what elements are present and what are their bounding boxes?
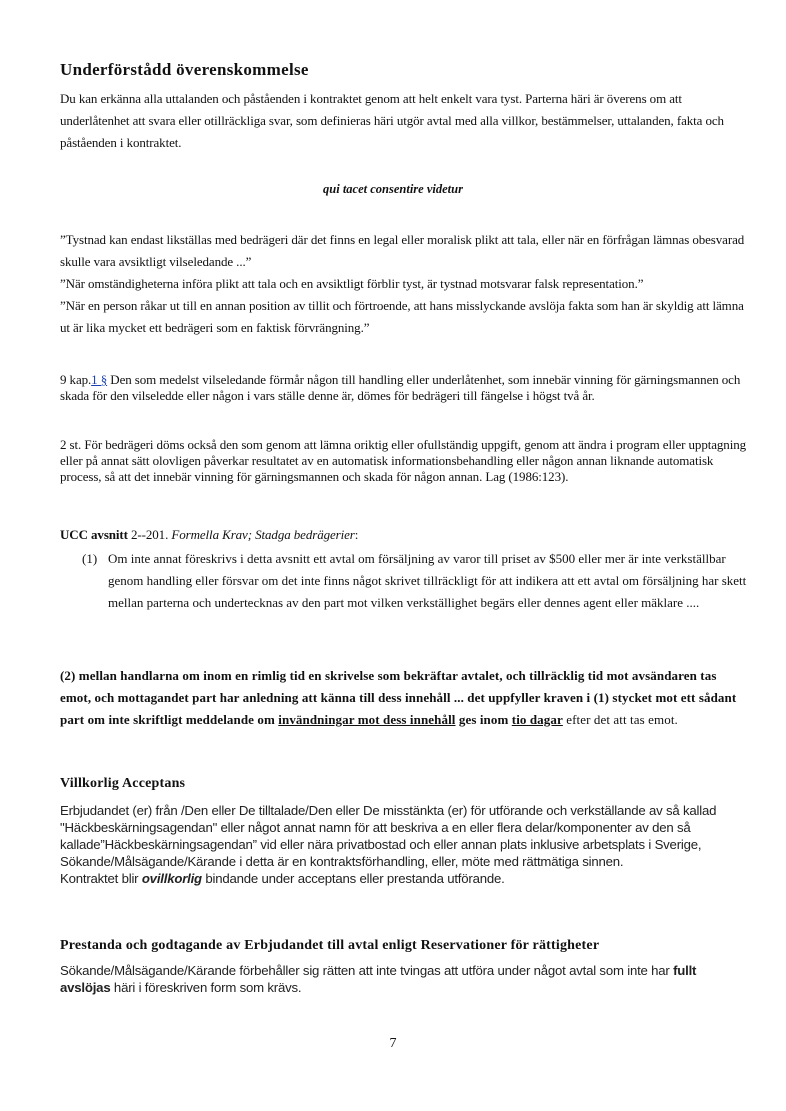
latin-motto: qui tacet consentire videtur xyxy=(323,182,463,196)
law-paragraph-2: 2 st. För bedrägeri döms också den som genom att lämna oriktig eller ofullständig uppgift, genom att ändra i program eller upptagning eller på annat sätt olovligen påverkar resultatet av en automatisk informationsbehandling eller någon annan liknande automatisk process, så att det innebär vinning för gärningsmannen och skada för någon annan. Lag (1986:123). xyxy=(60,437,747,484)
quote-3: ”När en person råkar ut till en annan position av tillit och förtroende, att hans misslyckande avslöja fakta som han är skyldig att lämna ut är lika mycket ett bedrägeri som en faktisk förvrängning.” xyxy=(60,298,744,335)
ucc-item-2-text-c: efter det att tas emot. xyxy=(562,712,678,727)
ucc-heading-colon: : xyxy=(354,527,359,542)
law-paragraph-1 xyxy=(60,372,748,404)
performance-text-c: häri i föreskriven form som krävs. xyxy=(110,980,302,995)
acceptance-paragraph-1: Erbjudandet (er) från /Den eller De tilltalade/Den eller De misstänkta (er) för utförande och verkställande av så kallad "Häckbeskärningsagendan" eller något annat namn för att beskriva a en eller flera delar/komponenter av den så kallade”Häckbeskärningsagendan” vid eller nära privatbostad och eller annan plats inklusive arbetsplats i Sverige, Sökande/Målsägande/Kärande i detta är en kontraktsförhandling, eller, möte med rättmätiga sinnen. xyxy=(60,803,717,869)
acceptance-heading: Villkorlig Acceptans xyxy=(60,776,186,791)
law-section-link[interactable]: 1 § xyxy=(91,372,108,387)
performance-text-a: Sökande/Målsägande/Kärande förbehåller sig rätten att inte tvingas att utföra under något avtal som inte har xyxy=(60,963,674,978)
ucc-item-2-text-b: ges inom xyxy=(455,712,512,727)
ucc-item-1 xyxy=(60,548,748,614)
acceptance-text-a: Kontraktet blir xyxy=(60,871,142,886)
ucc-list xyxy=(60,548,748,614)
performance-emphasis: fullt avslöjas xyxy=(60,963,697,995)
performance-paragraph xyxy=(60,962,748,996)
ucc-item-2-underline-1: invändningar mot dess innehåll xyxy=(278,712,456,727)
quote-1: ”Tystnad kan endast likställas med bedrägeri där det finns en legal eller moralisk plikt att tala, eller när en förfrågan lämnas obesvarad skulle vara avsiktligt vilseledande ...” xyxy=(60,232,745,269)
ucc-item-2 xyxy=(60,665,748,731)
ucc-heading xyxy=(60,524,748,546)
intro-paragraph: Du kan erkänna alla uttalanden och påståenden i kontraktet genom att helt enkelt vara tyst. Parterna häri är överens om att underlåtenhet att svara eller otillräckliga svar, som definieras häri utgör avtal med alla villkor, bestämmelser, uttalanden, fakta och påståenden i kontraktet. xyxy=(60,91,724,150)
law-text-1: Den som medelst vilseledande förmår någon till handling eller underlåtenhet, som innebär vinning för gärningsmannen och skada för den vilseledde eller någon i vars ställe denne är, dömes för bedrägeri till fängelse i högst två år. xyxy=(60,372,741,403)
ucc-heading-title: Formella Krav; Stadga bedrägerier xyxy=(171,527,355,542)
ucc-label: UCC avsnitt xyxy=(60,527,128,542)
acceptance-body xyxy=(60,802,748,887)
acceptance-text-c: bindande under acceptans eller prestanda utförande. xyxy=(201,871,505,886)
page-title: Underförstådd överenskommelse xyxy=(60,60,309,79)
page-number: 7 xyxy=(389,1036,397,1051)
quotes-block xyxy=(60,229,748,339)
quote-2: ”När omständigheterna införa plikt att tala och en avsiktligt förblir tyst, är tystnad motsvarar falsk representation.” xyxy=(60,276,644,291)
ucc-item-1-number: (1) xyxy=(82,551,98,566)
performance-heading: Prestanda och godtagande av Erbjudandet till avtal enligt Reservationer för rättigheter xyxy=(60,938,600,953)
ucc-section: 2--201. xyxy=(127,527,172,542)
law-chapter: 9 kap. xyxy=(60,372,92,387)
ucc-item-2-text-a: (2) mellan handlarna om inom en rimlig tid en skrivelse som bekräftar avtalet, och tillräcklig tid mot avsändaren tas emot, och mottagandet part har anledning att känna till dess innehåll ... det uppfyller kraven i (1) stycket mot ett sådant part om inte skriftligt meddelande om xyxy=(60,668,737,727)
ucc-item-2-underline-2: tio dagar xyxy=(511,712,563,727)
acceptance-emphasis: ovillkorlig xyxy=(141,871,202,886)
ucc-item-1-text: Om inte annat föreskrivs i detta avsnitt ett avtal om försäljning av varor till priset av $500 eller mer är inte verkställbar genom handling eller försvar om det inte finns något skrivet tillräckligt för att indikera att ett avtal om försäljning har skett mellan parterna och undertecknas av den part mot vilken verkställighet begärs eller dennes agent eller mäklare .... xyxy=(108,551,747,610)
acceptance-paragraph-2 xyxy=(60,870,748,887)
